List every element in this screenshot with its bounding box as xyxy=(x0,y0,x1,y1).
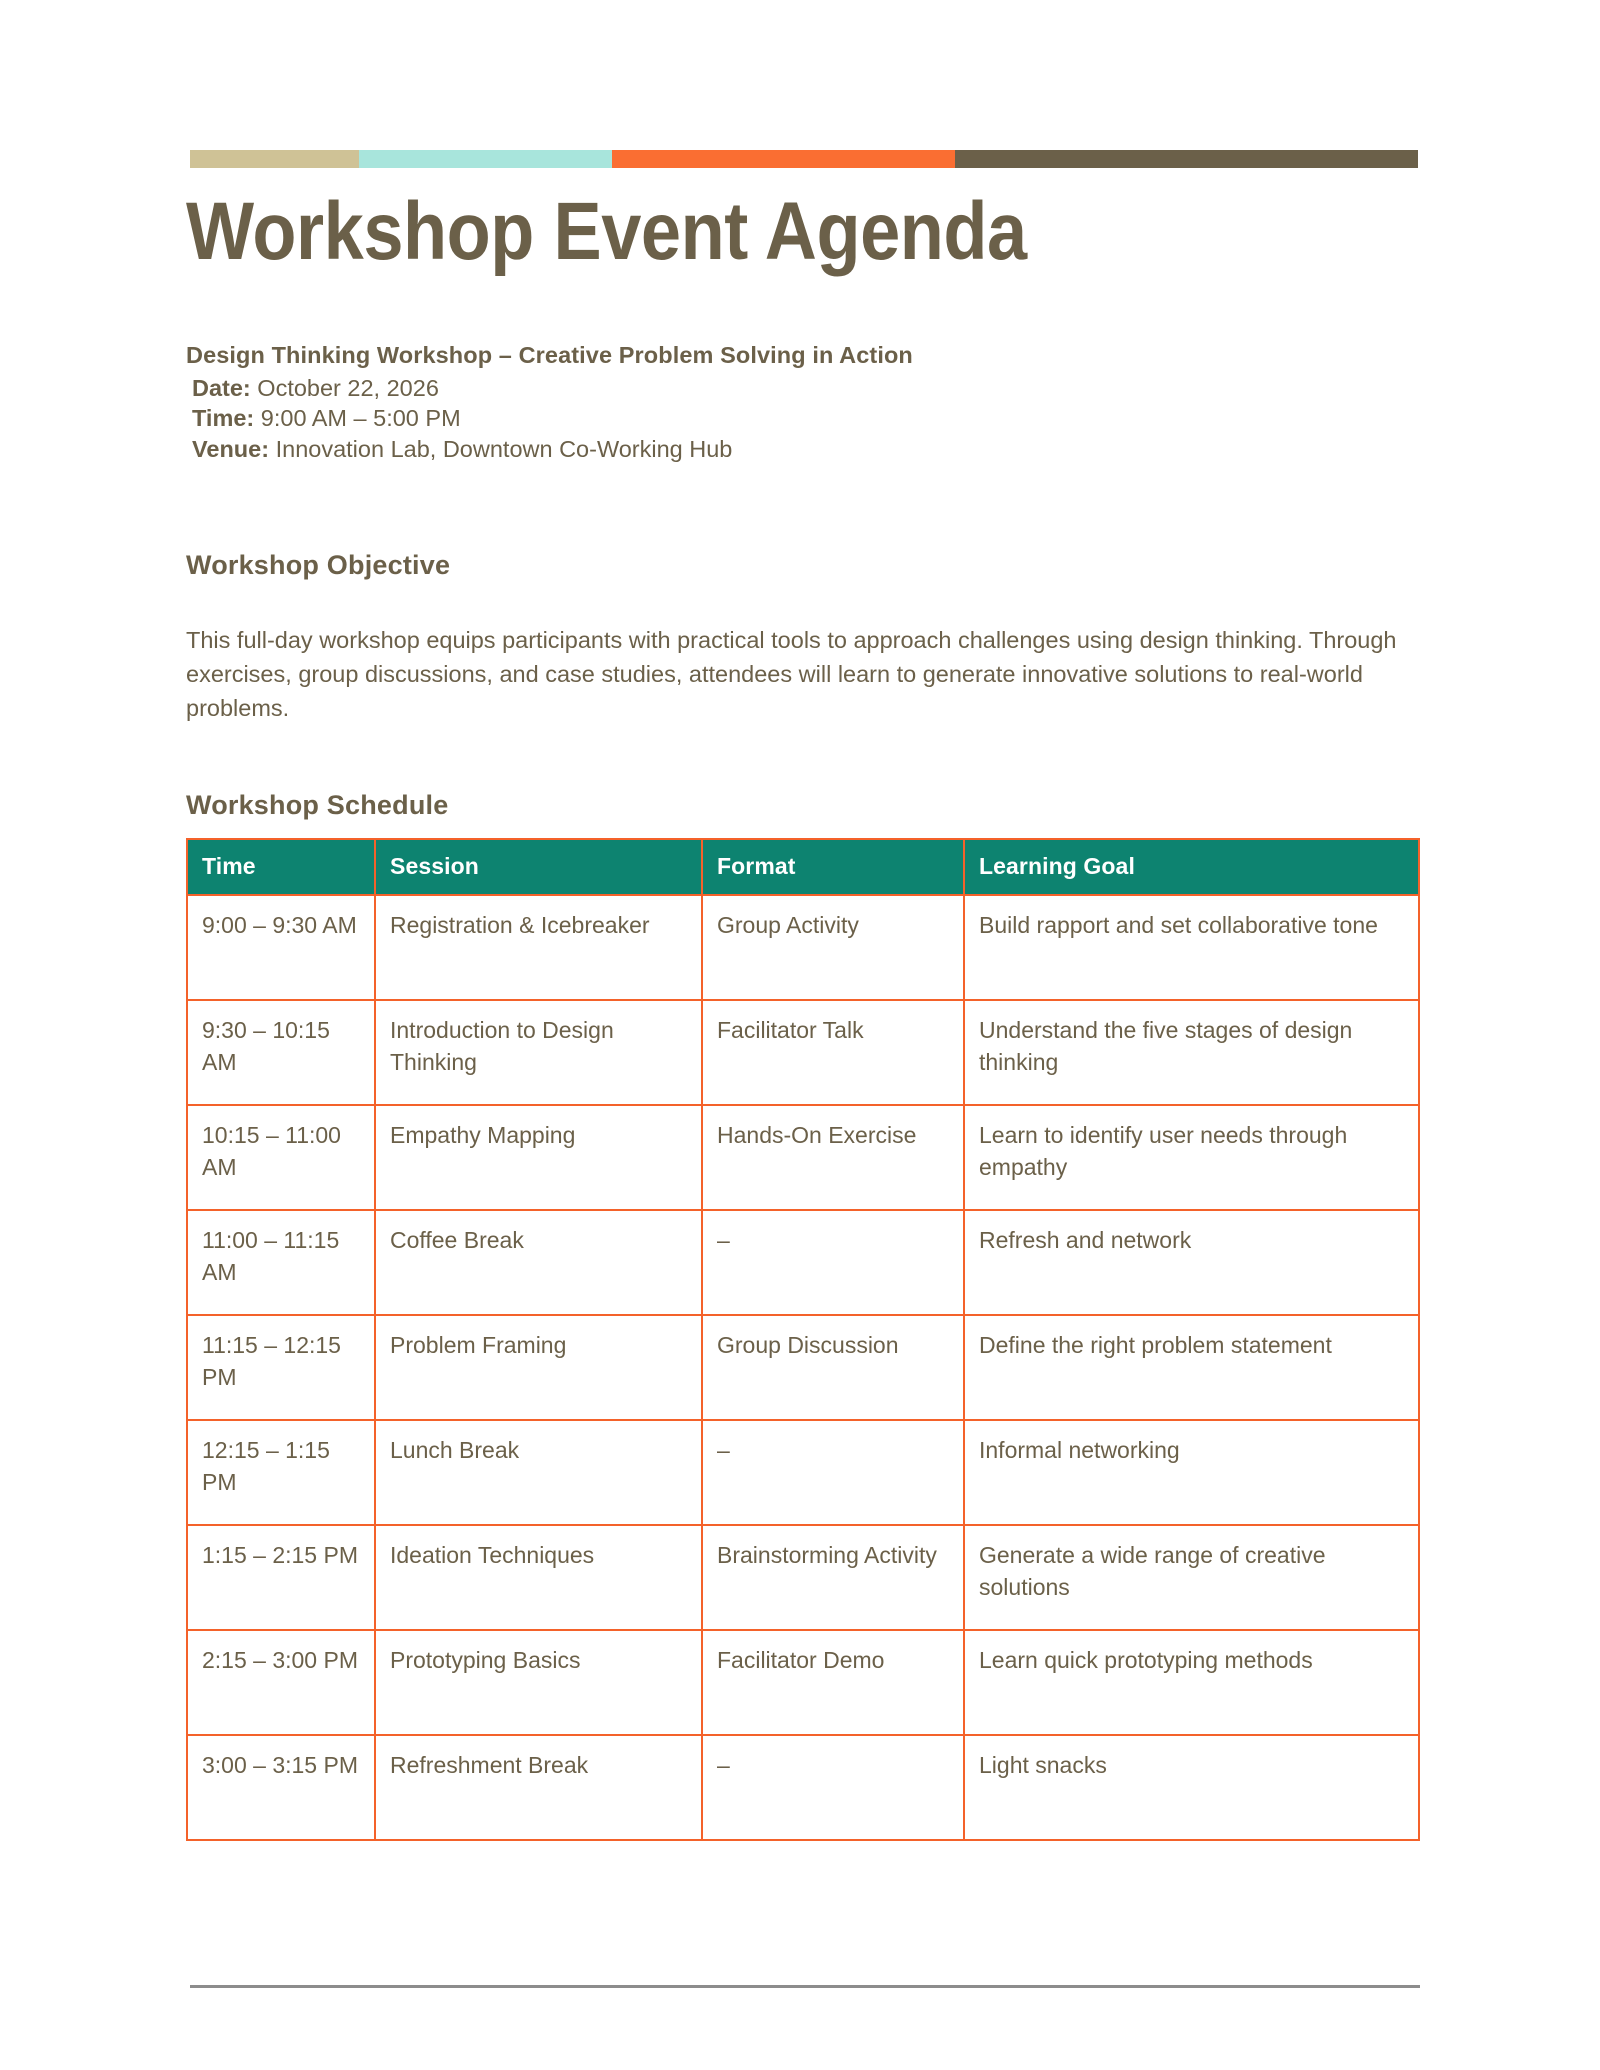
accent-segment-mint xyxy=(359,150,612,168)
table-cell-time: 1:15 – 2:15 PM xyxy=(187,1525,375,1630)
table-cell-session: Problem Framing xyxy=(375,1315,702,1420)
meta-value-date: October 22, 2026 xyxy=(250,374,439,401)
meta-line-venue xyxy=(186,434,1426,465)
table-cell-goal: Define the right problem statement xyxy=(964,1315,1419,1420)
table-cell-format: – xyxy=(702,1420,964,1525)
table-row xyxy=(187,1525,1419,1630)
table-header-row xyxy=(187,839,1419,895)
table-row xyxy=(187,1000,1419,1105)
table-cell-format: Brainstorming Activity xyxy=(702,1525,964,1630)
section-heading-workshop-objective: Workshop Objective xyxy=(186,550,451,580)
table-cell-time: 11:15 – 12:15 PM xyxy=(187,1315,375,1420)
table-cell-goal: Understand the five stages of design thinking xyxy=(964,1000,1419,1105)
objective-paragraph: This full-day workshop equips participants with practical tools to approach challenges using design thinking. Through exercises, group discussions, and case studies, attendees will learn to generate innovative solutions to real-world problems. xyxy=(186,627,1397,721)
table-cell-time: 9:00 – 9:30 AM xyxy=(187,895,375,1000)
page-title: Workshop Event Agenda xyxy=(186,186,1027,277)
meta-line-date xyxy=(186,373,1426,404)
table-row xyxy=(187,1105,1419,1210)
column-header-format: Format xyxy=(702,839,964,895)
table-cell-time: 12:15 – 1:15 PM xyxy=(187,1420,375,1525)
table-cell-time: 9:30 – 10:15 AM xyxy=(187,1000,375,1105)
table-cell-time: 11:00 – 11:15 AM xyxy=(187,1210,375,1315)
table-cell-session: Ideation Techniques xyxy=(375,1525,702,1630)
accent-segment-brown xyxy=(955,150,1418,168)
meta-value-time: 9:00 AM – 5:00 PM xyxy=(254,405,461,431)
table-cell-session: Prototyping Basics xyxy=(375,1630,702,1735)
table-cell-session: Lunch Break xyxy=(375,1420,702,1525)
table-cell-format: Hands-On Exercise xyxy=(702,1105,964,1210)
table-cell-time: 3:00 – 3:15 PM xyxy=(187,1735,375,1840)
schedule-table xyxy=(186,838,1420,1841)
table-cell-format: Facilitator Talk xyxy=(702,1000,964,1105)
table-cell-format: Facilitator Demo xyxy=(702,1630,964,1735)
table-cell-session: Coffee Break xyxy=(375,1210,702,1315)
table-row xyxy=(187,1210,1419,1315)
schedule-table-head xyxy=(187,839,1419,895)
accent-segment-orange xyxy=(612,150,955,168)
meta-label-date: Date: xyxy=(192,374,251,401)
table-cell-session: Introduction to Design Thinking xyxy=(375,1000,702,1105)
table-cell-session: Empathy Mapping xyxy=(375,1105,702,1210)
meta-label-venue: Venue: xyxy=(192,435,270,462)
schedule-table-container xyxy=(186,838,1418,1841)
column-header-goal: Learning Goal xyxy=(964,839,1419,895)
footer-divider xyxy=(190,1985,1420,1988)
accent-segment-tan xyxy=(190,150,359,168)
column-header-session: Session xyxy=(375,839,702,895)
event-meta-block xyxy=(186,340,1426,464)
column-header-time: Time xyxy=(187,839,375,895)
table-cell-format: Group Discussion xyxy=(702,1315,964,1420)
table-cell-format: – xyxy=(702,1735,964,1840)
event-subtitle: Design Thinking Workshop – Creative Problem Solving in Action xyxy=(186,342,913,368)
table-row xyxy=(187,895,1419,1000)
table-cell-goal: Learn quick prototyping methods xyxy=(964,1630,1419,1735)
section-heading-workshop-schedule: Workshop Schedule xyxy=(186,790,449,820)
table-row xyxy=(187,1315,1419,1420)
table-cell-session: Registration & Icebreaker xyxy=(375,895,702,1000)
table-cell-goal: Generate a wide range of creative solutions xyxy=(964,1525,1419,1630)
meta-value-venue: Innovation Lab, Downtown Co-Working Hub xyxy=(269,435,733,462)
table-cell-time: 10:15 – 11:00 AM xyxy=(187,1105,375,1210)
table-cell-time: 2:15 – 3:00 PM xyxy=(187,1630,375,1735)
table-cell-format: Group Activity xyxy=(702,895,964,1000)
table-row xyxy=(187,1735,1419,1840)
meta-line-time xyxy=(186,403,1426,434)
table-cell-goal: Informal networking xyxy=(964,1420,1419,1525)
table-cell-goal: Light snacks xyxy=(964,1735,1419,1840)
meta-label-time: Time: xyxy=(192,405,255,431)
table-cell-format: – xyxy=(702,1210,964,1315)
table-cell-goal: Learn to identify user needs through empathy xyxy=(964,1105,1419,1210)
table-row xyxy=(187,1630,1419,1735)
table-cell-session: Refreshment Break xyxy=(375,1735,702,1840)
table-cell-goal: Refresh and network xyxy=(964,1210,1419,1315)
table-cell-goal: Build rapport and set collaborative tone xyxy=(964,895,1419,1000)
table-row xyxy=(187,1420,1419,1525)
schedule-table-body xyxy=(187,895,1419,1840)
top-accent-bar xyxy=(190,150,1418,168)
